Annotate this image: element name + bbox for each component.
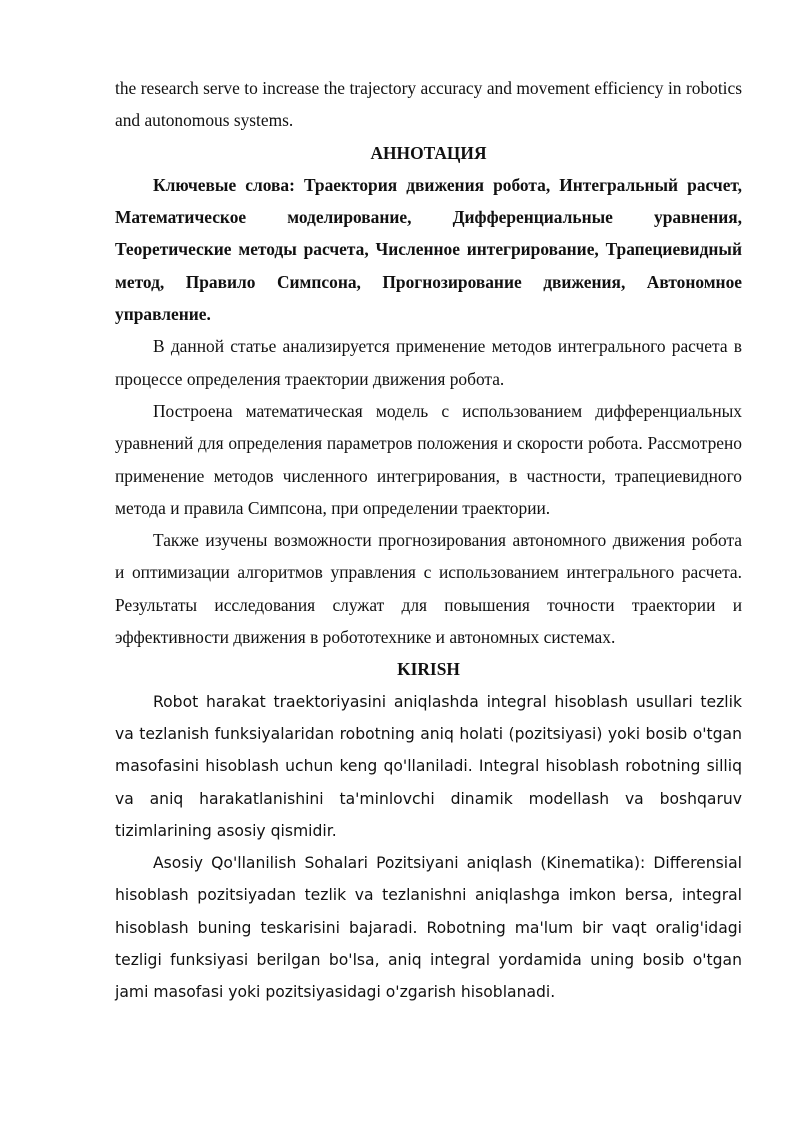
keywords-paragraph: Ключевые слова: Траектория движения робота, Интегральный расчет, Математическое моделирование, Дифференциальные уравнения, Теоретические методы расчета, Численное интегрирование, Трапециевидный метод, Правило Симпсона, Прогнозирование движения, Автономное управление. — [115, 174, 742, 325]
continuation-paragraph: the research serve to increase the trajectory accuracy and movement efficiency in robotics and autonomous systems. — [115, 78, 742, 131]
annotation-heading: АННОТАЦИЯ — [370, 142, 487, 163]
annotation-paragraph-3: Также изучены возможности прогнозирования автономного движения робота и оптимизации алгоритмов управления с использованием интегрального расчета. Результаты исследования служат для повышения точности траектории и эффективности движения в робототехнике и автономных системах. — [115, 530, 742, 648]
document-page — [115, 72, 742, 1009]
intro-paragraph-2: Asosiy Qo'llanilish Sohalari Pozitsiyani aniqlash (Kinematika): Differensial hisoblash pozitsiyadan tezlik va tezlanishni aniqlashga imkon bersa, integral hisoblash buning teskarisini bajaradi. Robotning ma'lum bir vaqt oralig'idagi tezligi funksiyasi berilgan bo'lsa, aniq integral yordamida uning bosib o'tgan jami masofasi yoki pozitsiyasidagi o'zgarish hisoblanadi. — [115, 854, 742, 1002]
intro-paragraph-1: Robot harakat traektoriyasini aniqlashda integral hisoblash usullari tezlik va tezlanish funksiyalaridan robotning aniq holati (pozitsiyasi) yoki bosib o'tgan masofasini hisoblash uchun keng qo'llaniladi. Integral hisoblash robotning silliq va aniq harakatlanishini ta'minlovchi dinamik modellash va boshqaruv tizimlarining asosiy qismidir. — [115, 692, 742, 840]
annotation-paragraph-2: Построена математическая модель с использованием дифференциальных уравнений для определения параметров положения и скорости робота. Рассмотрено применение методов численного интегрирования, в частности, трапециевидного метода и правила Симпсона, при определении траектории. — [115, 400, 742, 518]
intro-heading: KIRISH — [397, 659, 460, 680]
annotation-paragraph-1: В данной статье анализируется применение методов интегрального расчета в процессе определения траектории движения робота. — [115, 336, 742, 389]
